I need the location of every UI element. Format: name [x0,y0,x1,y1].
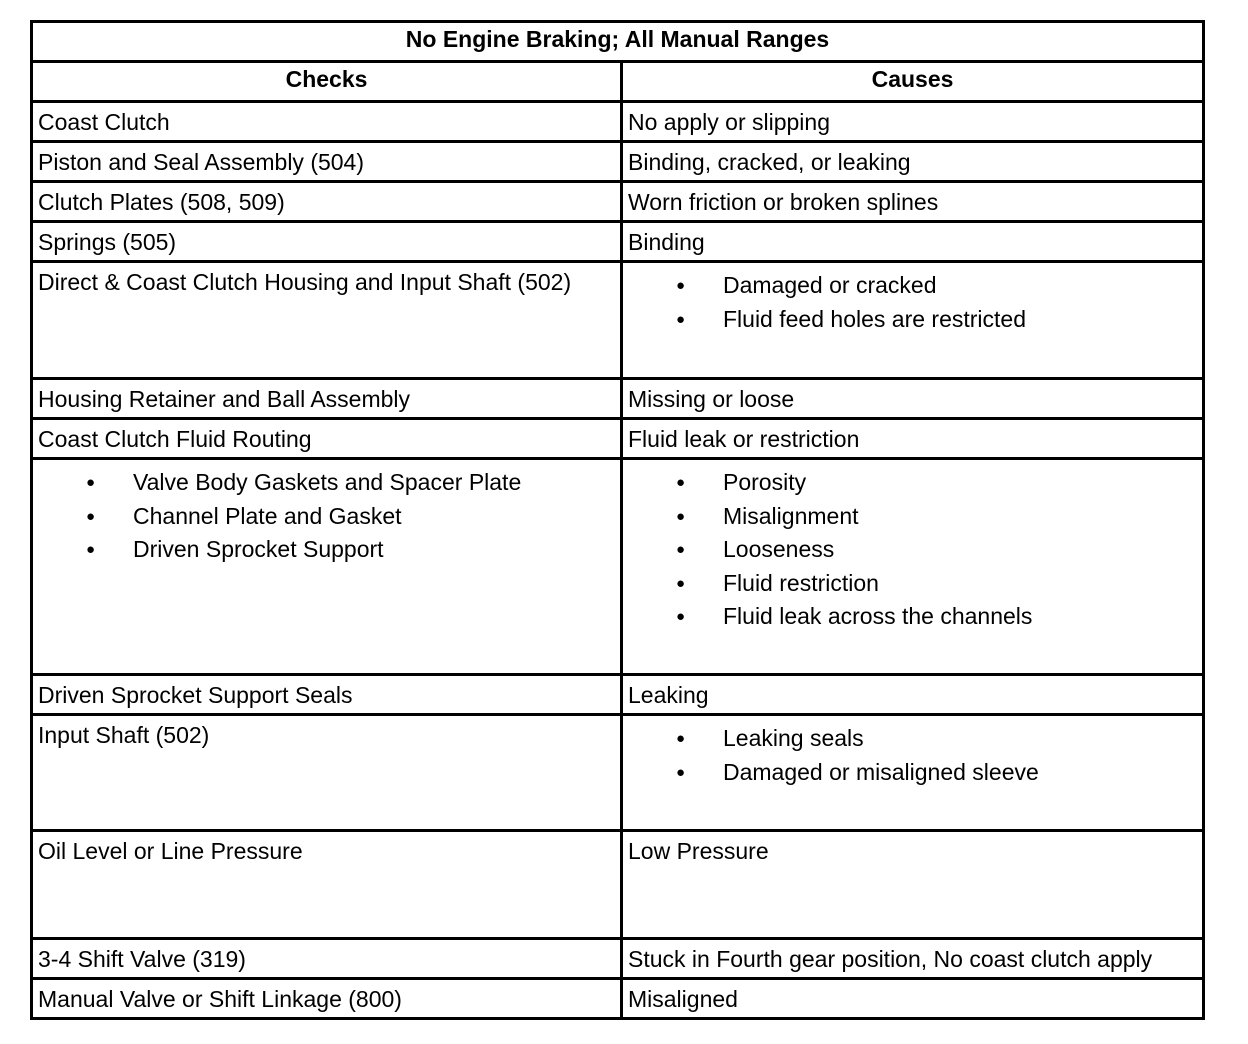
table-row [32,459,1204,675]
cause-list [628,269,1202,336]
check-cell: Driven Sprocket Support Seals [32,675,622,715]
cause-list [628,722,1202,789]
check-cell: Direct & Coast Clutch Housing and Input Shaft (502) [32,262,622,379]
cause-cell: Binding, cracked, or leaking [622,142,1204,182]
check-cell: 3-4 Shift Valve (319) [32,939,622,979]
check-cell: Input Shaft (502) [32,715,622,831]
cause-cell [622,262,1204,379]
check-cell [32,459,622,675]
cause-cell: Stuck in Fourth gear position, No coast clutch apply [622,939,1204,979]
cause-list [628,466,1202,634]
check-cell: Coast Clutch [32,102,622,142]
table-row [32,979,1204,1019]
check-cell: Housing Retainer and Ball Assembly [32,379,622,419]
check-cell: Manual Valve or Shift Linkage (800) [32,979,622,1019]
column-header-causes: Causes [622,62,1204,102]
table-row [32,675,1204,715]
check-cell: Coast Clutch Fluid Routing [32,419,622,459]
cause-cell: Worn friction or broken splines [622,182,1204,222]
table-title: No Engine Braking; All Manual Ranges [32,22,1204,62]
list-item: ● Misalignment [628,500,1202,534]
list-item: ● Fluid feed holes are restricted [628,303,1202,337]
table-row [32,419,1204,459]
table-row [32,182,1204,222]
list-item: ● Leaking seals [628,722,1202,756]
table-row [32,379,1204,419]
list-item: ● Driven Sprocket Support [38,533,620,567]
table-row [32,939,1204,979]
table-row [32,222,1204,262]
list-item: ● Damaged or cracked [628,269,1202,303]
cause-cell: Misaligned [622,979,1204,1019]
table-row [32,102,1204,142]
cause-cell [622,715,1204,831]
cause-cell: Binding [622,222,1204,262]
column-header-checks: Checks [32,62,622,102]
list-item: ● Damaged or misaligned sleeve [628,756,1202,790]
check-cell: Clutch Plates (508, 509) [32,182,622,222]
check-cell: Piston and Seal Assembly (504) [32,142,622,182]
list-item: ● Fluid leak across the channels [628,600,1202,634]
check-cell: Springs (505) [32,222,622,262]
table-row [32,262,1204,379]
list-item: ● Fluid restriction [628,567,1202,601]
list-item: ● Porosity [628,466,1202,500]
cause-cell: Missing or loose [622,379,1204,419]
cause-cell: Low Pressure [622,831,1204,939]
list-item: ● Looseness [628,533,1202,567]
list-item: ● Valve Body Gaskets and Spacer Plate [38,466,620,500]
cause-cell: Fluid leak or restriction [622,419,1204,459]
table-row [32,831,1204,939]
cause-cell: Leaking [622,675,1204,715]
table-row [32,142,1204,182]
cause-cell: No apply or slipping [622,102,1204,142]
check-cell: Oil Level or Line Pressure [32,831,622,939]
table-row [32,715,1204,831]
list-item: ● Channel Plate and Gasket [38,500,620,534]
check-list [38,466,620,567]
cause-cell [622,459,1204,675]
diagnosis-table [30,20,1205,1020]
